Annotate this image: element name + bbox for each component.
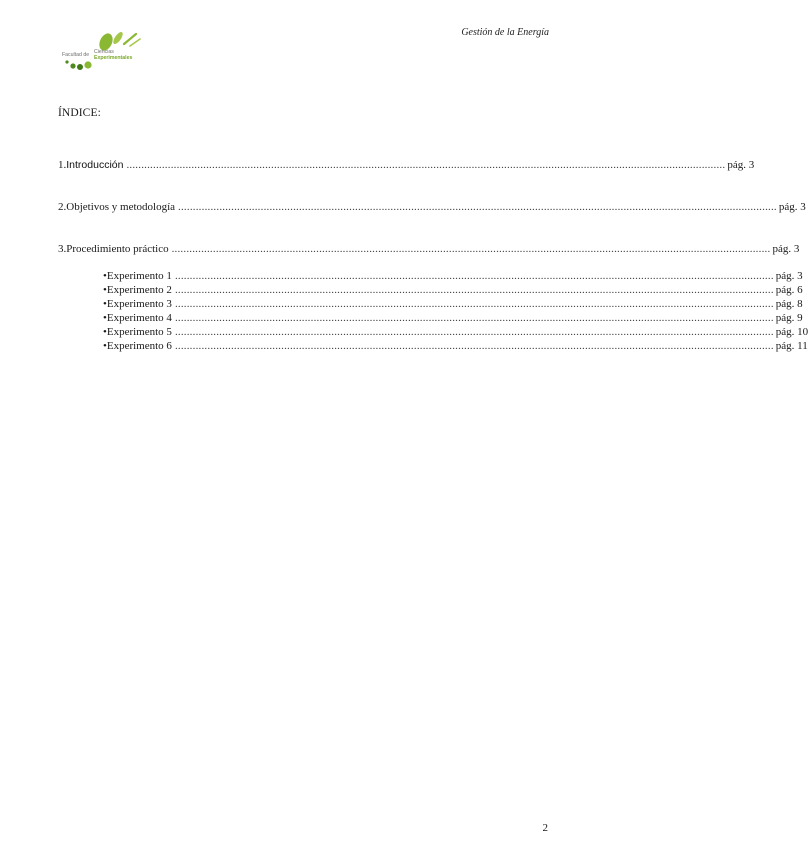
toc-entry-number: 3. bbox=[58, 243, 67, 255]
toc-entry-page: pág. 3 bbox=[772, 243, 800, 255]
toc-subentry-label: Experimento 2 bbox=[106, 284, 172, 296]
bullet-icon: • bbox=[103, 298, 107, 310]
toc-leader-dots: ........................................................................................................................................................................................................... bbox=[178, 201, 777, 213]
bullet-icon: • bbox=[103, 312, 107, 324]
bullet-icon: • bbox=[103, 270, 107, 282]
toc-leader-dots: ........................................................................................................................................................................................................... bbox=[174, 326, 774, 338]
toc-subentry-experimento-6[interactable] bbox=[103, 340, 808, 352]
toc-leader-dots: ........................................................................................................................................................................................................... bbox=[174, 298, 774, 310]
bullet-icon: • bbox=[103, 340, 107, 352]
toc-subentry-page: pág. 6 bbox=[775, 284, 803, 296]
logo-ciencias-text: Ciencias bbox=[94, 49, 114, 55]
toc-subentry-experimento-3[interactable] bbox=[103, 298, 803, 310]
toc-leader-dots: ........................................................................................................................................................................................................... bbox=[171, 243, 771, 255]
toc-subentry-page: pág. 10 bbox=[775, 326, 808, 338]
bullet-icon: • bbox=[103, 326, 107, 338]
faculty-logo bbox=[60, 30, 160, 74]
toc-subentry-page: pág. 11 bbox=[775, 340, 808, 352]
toc-subentry-page: pág. 3 bbox=[775, 270, 803, 282]
toc-subentry-page: pág. 8 bbox=[775, 298, 803, 310]
toc-subentry-experimento-4[interactable] bbox=[103, 312, 803, 324]
index-title: ÍNDICE: bbox=[58, 107, 101, 119]
toc-leader-dots: ........................................................................................................................................................................................................... bbox=[174, 312, 774, 324]
toc-subentry-experimento-5[interactable] bbox=[103, 326, 808, 338]
logo-experimentales-text: Experimentales bbox=[94, 55, 133, 61]
bullet-icon: • bbox=[103, 284, 107, 296]
toc-subentry-page: pág. 9 bbox=[775, 312, 803, 324]
toc-entry-page: pág. 3 bbox=[778, 201, 806, 213]
toc-leader-dots: ........................................................................................................................................................................................................... bbox=[126, 159, 726, 171]
toc-subentry-label: Experimento 1 bbox=[106, 270, 172, 282]
toc-entry-label: Objetivos y metodología bbox=[66, 201, 176, 213]
toc-entry-number: 2. bbox=[58, 201, 67, 213]
toc-entry-page: pág. 3 bbox=[727, 159, 755, 171]
logo-faculty-text: Facultad de bbox=[62, 52, 90, 58]
toc-subentry-label: Experimento 3 bbox=[106, 298, 172, 310]
toc-entry-procedimiento[interactable] bbox=[58, 243, 800, 255]
toc-subentry-experimento-2[interactable] bbox=[103, 284, 803, 296]
toc-subentry-label: Experimento 4 bbox=[106, 312, 172, 324]
toc-subentry-label: Experimento 6 bbox=[106, 340, 172, 352]
toc-subentry-experimento-1[interactable] bbox=[103, 270, 803, 282]
toc-entry-label: Introducción bbox=[66, 159, 124, 171]
toc-subentry-label: Experimento 5 bbox=[106, 326, 172, 338]
toc-entry-objetivos[interactable] bbox=[58, 201, 806, 213]
toc-entry-label: Procedimiento práctico bbox=[66, 243, 169, 255]
toc-leader-dots: ........................................................................................................................................................................................................... bbox=[174, 270, 774, 282]
toc-leader-dots: ........................................................................................................................................................................................................... bbox=[174, 340, 774, 352]
toc-leader-dots: ........................................................................................................................................................................................................... bbox=[174, 284, 774, 296]
toc-entry-introduccion[interactable] bbox=[58, 159, 755, 171]
toc-entry-number: 1. bbox=[58, 159, 67, 171]
page-number: 2 bbox=[542, 822, 548, 834]
header-title: Gestión de la Energía bbox=[461, 27, 549, 38]
